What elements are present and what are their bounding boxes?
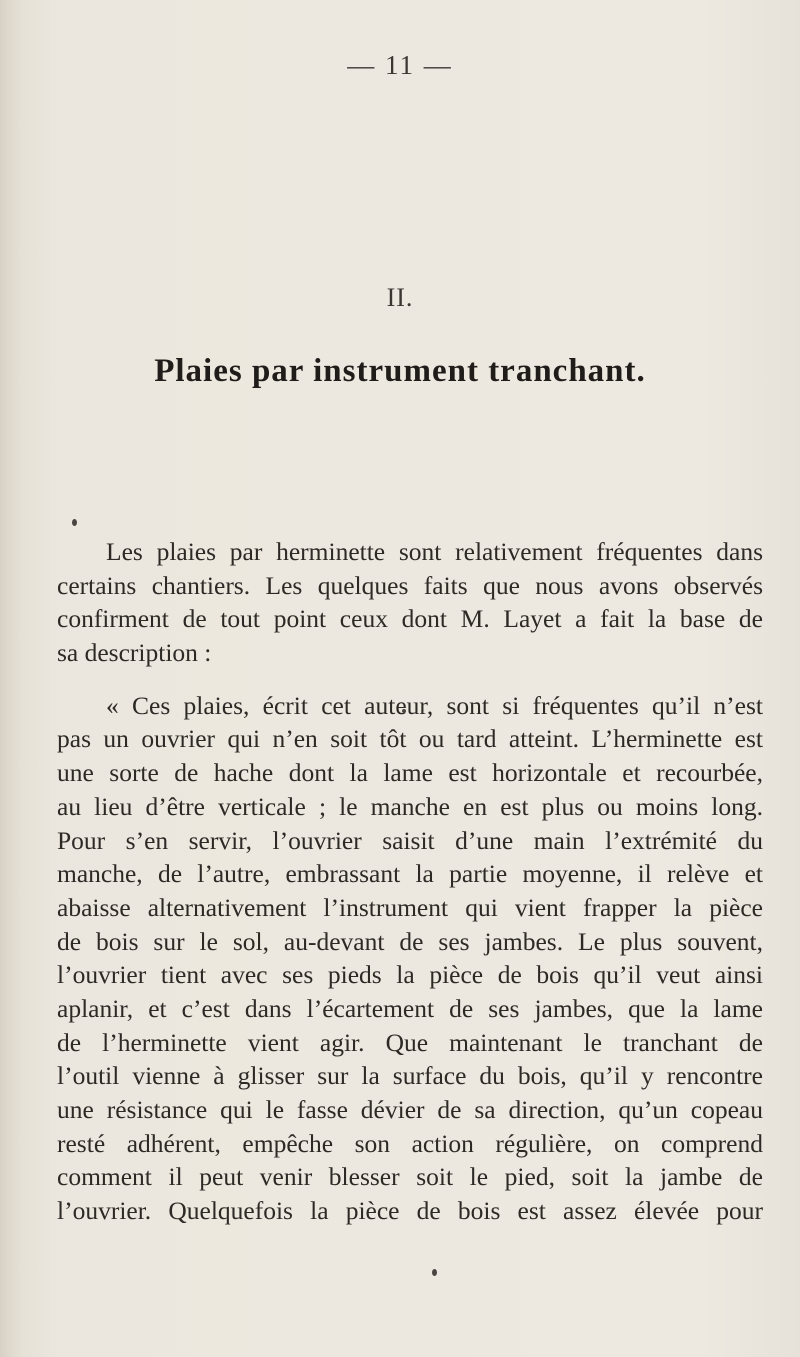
text-line: confirment de tout point ceux dont M. Layet a fait la base de <box>57 604 763 634</box>
text-line: pas un ouvrier qui n’en soit tôt ou tard atteint. L’herminette est <box>57 724 763 754</box>
text-line: de l’herminette vient agir. Que maintenant le tranchant de <box>57 1027 763 1057</box>
ink-speck <box>72 519 77 526</box>
section-title: Plaies par instrument tranchant. <box>154 353 646 389</box>
text-line: abaisse alternativement l’instrument qui vient frapper la pièce <box>57 892 763 922</box>
text-line: l’ouvrier. Quelquefois la pièce de bois est assez élevée pour <box>57 1196 763 1226</box>
text-line: l’outil vienne à glisser sur la surface du bois, qu’il y rencontre <box>57 1061 763 1091</box>
text-line: une sorte de hache dont la lame est horizontale et recourbée, <box>57 758 763 788</box>
text-line: « Ces plaies, écrit cet auteur, sont si fréquentes qu’il n’est <box>106 690 763 720</box>
ink-speck <box>432 1269 437 1276</box>
section-number: II. <box>386 283 414 312</box>
text-line: Pour s’en servir, l’ouvrier saisit d’une main l’extrémité du <box>57 825 763 855</box>
body-text <box>57 535 763 1228</box>
text-line: resté adhérent, empêche son action régulière, on comprend <box>57 1128 763 1158</box>
page-number: — 11 — <box>347 50 453 80</box>
text-line: comment il peut venir blesser soit le pied, soit la jambe de <box>57 1162 763 1192</box>
text-line: de bois sur le sol, au-devant de ses jambes. Le plus souvent, <box>57 926 763 956</box>
text-line: une résistance qui le fasse dévier de sa direction, qu’un copeau <box>57 1095 763 1124</box>
text-line: l’ouvrier tient avec ses pieds la pièce de bois qu’il veut ainsi <box>57 960 763 990</box>
paragraph-1 <box>57 535 763 670</box>
text-line: manche, de l’autre, embrassant la partie moyenne, il relève et <box>57 859 763 889</box>
text-line: aplanir, et c’est dans l’écartement de ses jambes, que la lame <box>57 993 763 1023</box>
paragraph-2 <box>57 689 763 1228</box>
text-line: au lieu d’être verticale ; le manche en est plus ou moins long. <box>57 791 763 821</box>
text-line: Les plaies par herminette sont relativement fréquentes dans <box>106 537 763 566</box>
text-line: sa description : <box>57 638 212 668</box>
text-line: certains chantiers. Les quelques faits que nous avons observés <box>57 570 763 600</box>
